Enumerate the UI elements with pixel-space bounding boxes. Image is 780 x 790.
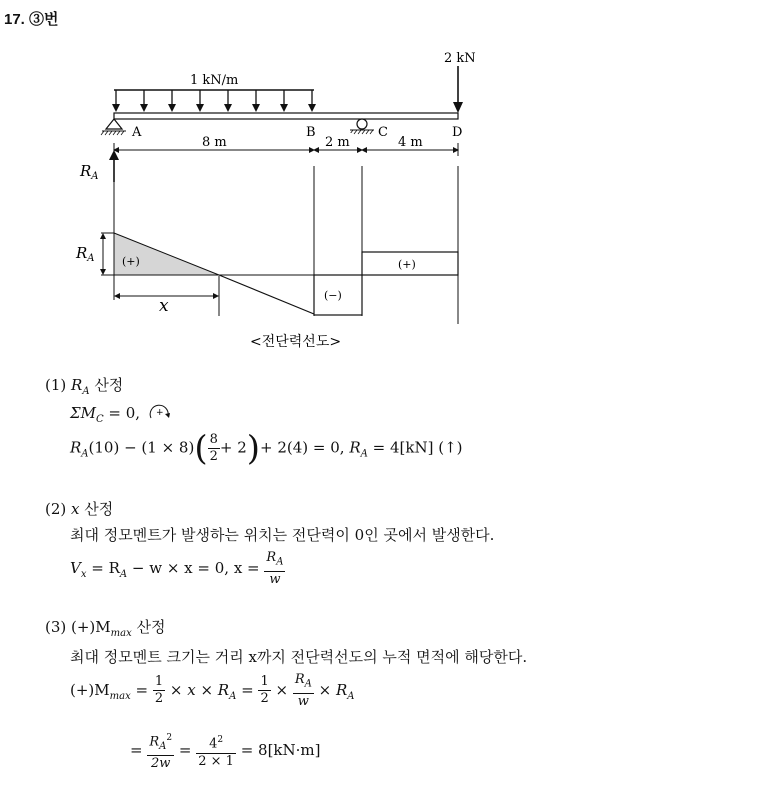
fraction-8-2: $\frac{8}{2}$ [209, 432, 218, 464]
problem-number: 17. ③번 [4, 11, 59, 28]
dist-load-label: 1 kN/m [190, 73, 239, 88]
step1-title: (1) $R_A$ 산정 [45, 376, 124, 397]
fraction-half: $\frac{1}{2}$ [154, 674, 164, 707]
sign-pos-left: (+) [122, 255, 140, 268]
moment-line-1: $(+)M_{max}$ = $\frac{1}{2}$ × $x \times R_A$ = $\frac{1}{2}$ × $\frac{R_A}{w}$ × $R_A$ [70, 672, 355, 709]
label-a: A [132, 125, 142, 140]
step3-text: 최대 정모멘트 크기는 거리 x까지 전단력선도의 누적 면적에 해당한다. [70, 648, 528, 666]
sfd-positive-area [114, 233, 219, 275]
svg-text:+: + [155, 408, 164, 418]
shear-equation: $V_x = R_A - w \times x = 0$, x = $\frac{R_A}{w}$ [70, 550, 284, 587]
fraction-half-2: $\frac{1}{2}$ [260, 674, 269, 707]
dim-bc: 2 m [325, 135, 350, 150]
pin-support-a [101, 119, 126, 135]
ra-dimension [101, 233, 114, 275]
fraction-ra-w: $\frac{R_A}{w}$ [266, 550, 284, 587]
step2-title: (2) x 산정 [45, 500, 114, 518]
point-load-label: 2 kN [444, 51, 476, 66]
step2-text: 최대 정모멘트가 발생하는 위치는 전단력이 0인 곳에서 발생한다. [70, 526, 495, 544]
roller-support-c [350, 119, 374, 134]
sfd-ra-label: $R_A$ [76, 244, 95, 264]
fraction-ra-w-2: $\frac{R_A}{w}$ [294, 672, 312, 709]
sfd-caption: <전단력선도> [250, 334, 342, 350]
label-b: B [306, 125, 316, 140]
fraction-4sq-2x1: $\frac{4^2}{2 \times 1}$ [196, 732, 236, 769]
beam-diagram [0, 0, 780, 360]
moment-line-2: = $\frac{R_A^2}{2w}$ = $\frac{4^2}{2 \times 1}$ = 8[kN·m] [130, 730, 320, 772]
moment-equation: $\Sigma M_C = 0$, + [70, 404, 173, 425]
equilibrium-equation: $R_A(10) - (1 \times 8)$( $\frac{8}{2}$ + 2)+ 2(4) = 0, $R_A = 4[kN]$ (↑) [70, 428, 463, 469]
sfd-slope [219, 275, 314, 314]
sign-pos-right: (+) [398, 258, 416, 271]
step3-title: (3) $(+)M_{max}$ 산정 [45, 618, 166, 639]
label-d: D [452, 125, 463, 140]
sign-neg: (−) [324, 289, 342, 302]
dim-ab: 8 m [202, 135, 227, 150]
x-label: x [159, 296, 169, 316]
moment-rotation-icon [147, 404, 173, 422]
fraction-ra2-2w: $\frac{R_A^2}{2w}$ [147, 730, 174, 772]
dim-cd: 4 m [398, 135, 423, 150]
beam [114, 113, 458, 119]
point-load-arrow [453, 66, 463, 113]
distributed-load [112, 90, 316, 112]
reaction-label: $R_A$ [80, 162, 99, 182]
label-c: C [378, 125, 388, 140]
